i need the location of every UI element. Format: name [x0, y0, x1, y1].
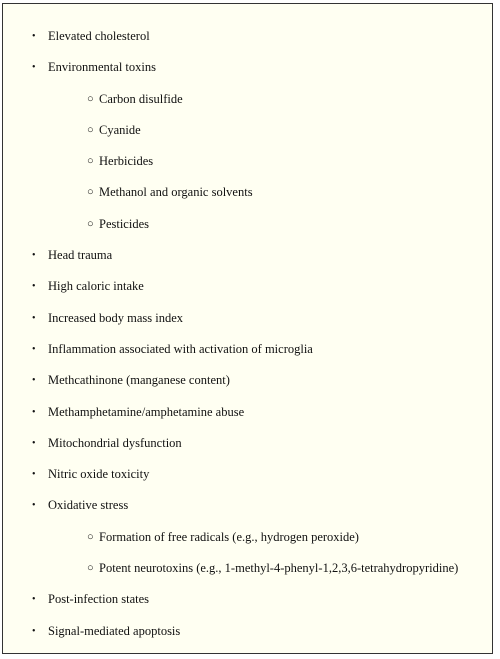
list-item-label: Nitric oxide toxicity [48, 467, 150, 482]
list-item [3, 428, 492, 459]
sub-list-item [3, 146, 492, 177]
list-item-label: Inflammation associated with activation of microglia [48, 341, 313, 356]
list-item-label: High caloric intake [48, 279, 144, 294]
bullet-icon: • [32, 343, 36, 355]
sub-list-item-label: Carbon disulfide [99, 91, 183, 106]
risk-factor-list-panel [2, 3, 493, 654]
sub-list-item [3, 522, 492, 553]
list-item-label: Oxidative stress [48, 498, 129, 513]
bullet-icon: • [32, 312, 36, 324]
list-item [3, 365, 492, 396]
list-item [3, 490, 492, 521]
list-item-label: Head trauma [48, 248, 113, 263]
sub-list-item-label: Formation of free radicals (e.g., hydrogen peroxide) [99, 529, 359, 544]
bullet-icon: • [32, 500, 36, 512]
sub-list-item [3, 84, 492, 115]
bullet-icon: • [32, 469, 36, 481]
bullet-icon: • [32, 375, 36, 387]
sub-list-item-label: Herbicides [99, 154, 154, 169]
sub-list-item [3, 115, 492, 146]
circle-bullet-icon: ○ [87, 186, 94, 199]
circle-bullet-icon: ○ [87, 123, 94, 136]
list-item-label: Methcathinone (manganese content) [48, 373, 230, 388]
bullet-icon: • [32, 594, 36, 606]
risk-factor-list [3, 21, 492, 647]
list-item [3, 271, 492, 302]
list-item [3, 459, 492, 490]
sub-list-item-label: Methanol and organic solvents [99, 185, 253, 200]
bullet-icon: • [32, 625, 36, 637]
list-item-label: Methamphetamine/amphetamine abuse [48, 404, 245, 419]
list-item [3, 240, 492, 271]
list-item [3, 52, 492, 83]
bullet-icon: • [32, 437, 36, 449]
circle-bullet-icon: ○ [87, 92, 94, 105]
list-item [3, 303, 492, 334]
bullet-icon: • [32, 250, 36, 262]
sub-list-item-label: Cyanide [99, 122, 141, 137]
list-item [3, 584, 492, 615]
circle-bullet-icon: ○ [87, 155, 94, 168]
list-item [3, 397, 492, 428]
bullet-icon: • [32, 62, 36, 74]
list-item [3, 616, 492, 647]
sub-list-item [3, 209, 492, 240]
sub-list-item [3, 177, 492, 208]
circle-bullet-icon: ○ [87, 562, 94, 575]
list-item-label: Elevated cholesterol [48, 29, 150, 43]
list-item-label: Mitochondrial dysfunction [48, 435, 182, 450]
circle-bullet-icon: ○ [87, 530, 94, 543]
list-item-label: Post-infection states [48, 592, 150, 607]
list-item-label: Increased body mass index [48, 310, 184, 325]
bullet-icon: • [32, 281, 36, 293]
list-item [3, 334, 492, 365]
sub-list-item [3, 553, 492, 584]
circle-bullet-icon: ○ [87, 217, 94, 230]
list-item [3, 21, 492, 52]
bullet-icon: • [32, 406, 36, 418]
sub-list-item-label: Pesticides [99, 216, 149, 231]
sub-list-item-label: Potent neurotoxins (e.g., 1-methyl-4-phenyl-1,2,3,6-tetrahydropyridine) [99, 561, 459, 576]
list-item-label: Environmental toxins [48, 60, 156, 75]
list-item-label: Signal-mediated apoptosis [48, 623, 181, 638]
bullet-icon: • [32, 31, 36, 42]
